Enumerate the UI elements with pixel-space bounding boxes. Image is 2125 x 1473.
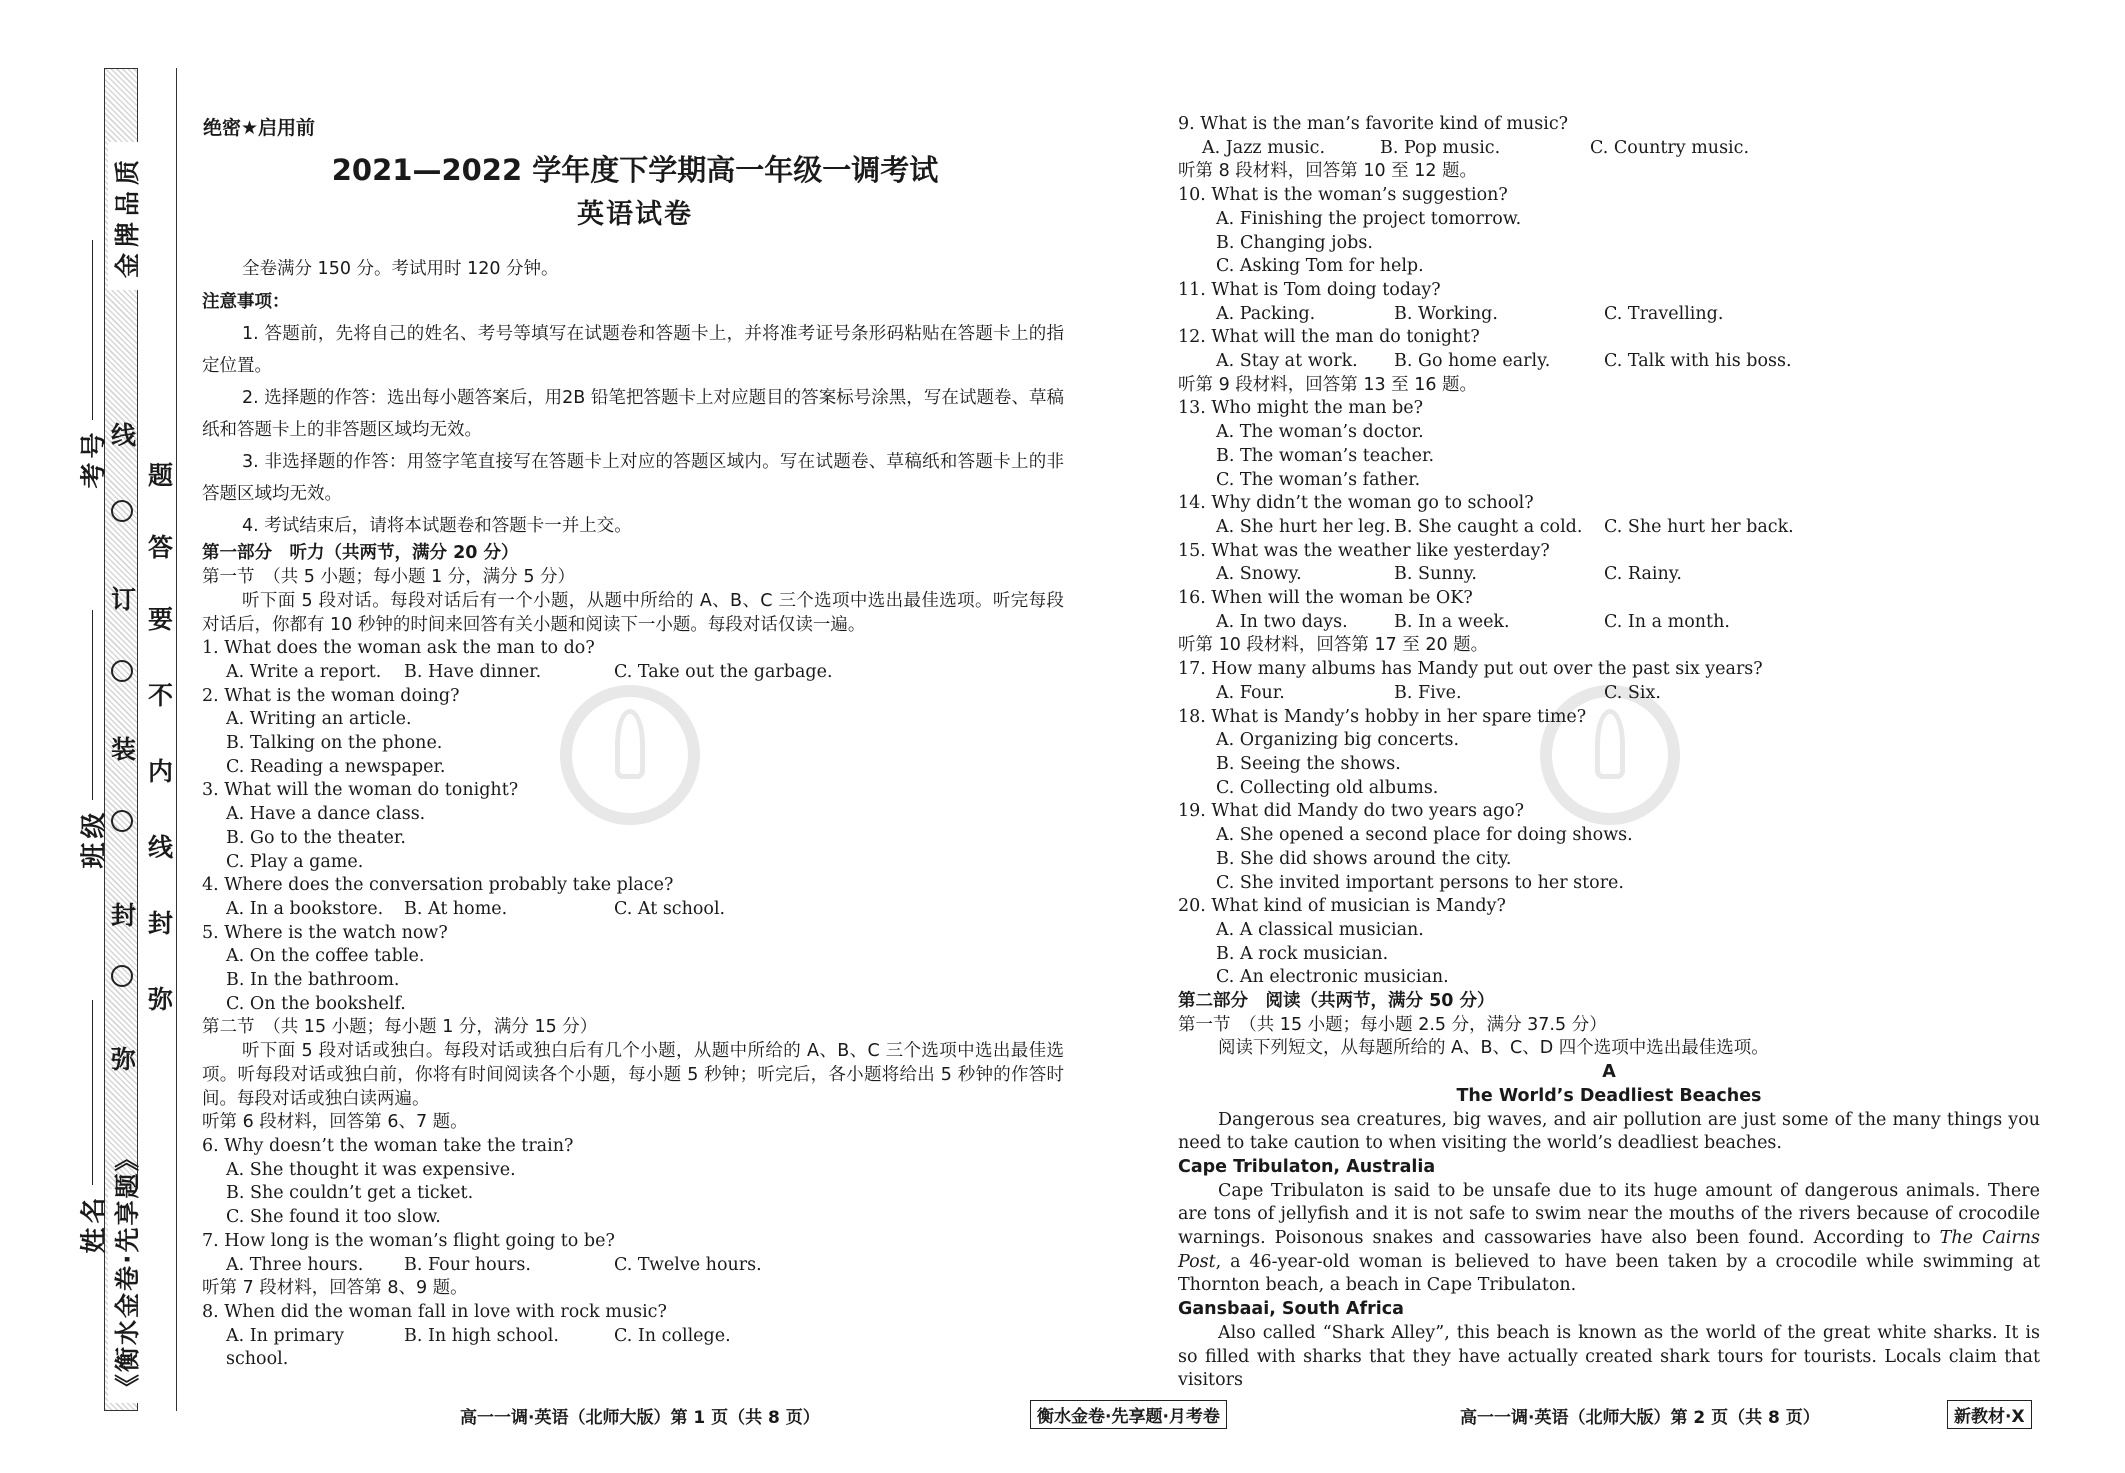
option[interactable]: C. In a month.: [1604, 611, 1730, 632]
option[interactable]: A. A classical musician.: [1216, 919, 1424, 940]
footer-brand-box: 衡水金卷·先享题·月考卷: [1030, 1400, 1227, 1429]
name-line[interactable]: [92, 1000, 93, 1185]
options-row: [202, 1254, 1064, 1278]
option[interactable]: B. Go to the theater.: [226, 827, 406, 848]
option[interactable]: B. Four hours.: [404, 1254, 531, 1275]
name-label: 姓名: [79, 1193, 110, 1254]
question: 4. Where does the conversation probably take place?: [202, 875, 674, 896]
option[interactable]: B. Five.: [1394, 682, 1462, 703]
option[interactable]: A. Finishing the project tomorrow.: [1216, 208, 1522, 229]
cut-char-4: 封: [111, 901, 137, 930]
question: 9. What is the man’s favorite kind of music?: [1178, 114, 1568, 134]
footer-page-left: 高一一调·英语（北师大版）第 1 页（共 8 页）: [460, 1408, 820, 1428]
circle-mark: [111, 965, 133, 987]
cut-line: [176, 68, 177, 1411]
reading-instructions: 阅读下列短文，从每题所给的 A、B、C、D 四个选项中选出最佳选项。: [1218, 1038, 1769, 1059]
passage-letter: A: [1602, 1062, 1616, 1083]
question: 19. What did Mandy do two years ago?: [1178, 801, 1525, 822]
section1-heading: 第一节 （共 5 小题；每小题 1 分，满分 5 分）: [202, 567, 576, 588]
option[interactable]: C. Play a game.: [226, 851, 364, 872]
options-row: [1178, 563, 2040, 587]
circle-mark: [111, 810, 133, 832]
passage-paragraph: Also called “Shark Alley”, this beach is known as the world of the great white sharks. It is so filled with sharks that they have actually created shark tours for tourists. Locals claim that visitors: [1178, 1322, 2040, 1391]
question: 5. Where is the watch now?: [202, 922, 448, 943]
options-row: [202, 898, 1064, 922]
options-row: [1178, 137, 2040, 161]
note-item: 1. 答题前，先将自己的姓名、考号等填写在试题卷和答题卡上，并将准考证号条形码粘贴在答题卡上的指定位置。: [202, 324, 1064, 377]
option[interactable]: A. Writing an article.: [226, 709, 412, 730]
option[interactable]: A. In two days.: [1216, 611, 1348, 632]
note-char: 题: [148, 461, 174, 490]
footer-page-right: 高一一调·英语（北师大版）第 2 页（共 8 页）: [1460, 1408, 1820, 1428]
option[interactable]: A. She opened a second place for doing shows.: [1216, 825, 1633, 846]
question: 10. What is the woman’s suggestion?: [1178, 185, 1508, 206]
left-column: [202, 258, 1064, 1372]
circle-mark: [111, 660, 133, 682]
note-item: 2. 选择题的作答：选出每小题答案后，用2B 铅笔把答题卡上对应题目的答案标号涂黑，写在试题卷、草稿纸和答题卡上的非答题区域均无效。: [202, 388, 1064, 441]
question: 18. What is Mandy’s hobby in her spare time?: [1178, 706, 1587, 727]
exam-number-label: 考号: [79, 428, 110, 489]
passage-text: , a 46-year-old woman is believed to have been taken by a crocodile while swimming at Thornton beach, a beach in Cape Tribulaton.: [1178, 1251, 2040, 1296]
option[interactable]: B. Talking on the phone.: [226, 733, 443, 754]
note-item: 4. 考试结束后，请将本试题卷和答题卡一并上交。: [242, 516, 632, 537]
option[interactable]: A. She hurt her leg.: [1216, 516, 1391, 537]
source-title: The Cairns Post: [1178, 1228, 2040, 1272]
option[interactable]: A. Four.: [1216, 682, 1285, 703]
option[interactable]: B. She caught a cold.: [1394, 516, 1583, 537]
option[interactable]: B. Pop music.: [1380, 137, 1501, 158]
question: 13. Who might the man be?: [1178, 398, 1424, 419]
option[interactable]: C. She hurt her back.: [1604, 516, 1794, 537]
option[interactable]: C. She invited important persons to her store.: [1216, 872, 1624, 893]
option[interactable]: B. Seeing the shows.: [1216, 753, 1401, 774]
option[interactable]: A. Organizing big concerts.: [1216, 730, 1460, 751]
passage-subheading: Gansbaai, South Africa: [1178, 1299, 1404, 1320]
option[interactable]: A. Packing.: [1216, 303, 1316, 324]
option[interactable]: C. Asking Tom for help.: [1216, 256, 1424, 277]
class-line[interactable]: [92, 610, 93, 800]
section1-instructions: 听下面 5 段对话。每段对话后有一个小题，从题中所给的 A、B、C 三个选项中选出最佳选项。听完每段对话后，你都有 10 秒钟的时间来回答有关小题和阅读下一小题。每段对话仅读一遍。: [202, 590, 1064, 635]
note-item: 3. 非选择题的作答：用签字笔直接写在答题卡上对应的答题区域内。写在试题卷、草稿纸和答题卡上的非答题区域均无效。: [202, 452, 1064, 505]
option[interactable]: B. The woman’s teacher.: [1216, 445, 1435, 466]
question: 6. Why doesn’t the woman take the train?: [202, 1135, 574, 1156]
option[interactable]: A. On the coffee table.: [226, 946, 425, 967]
options-row: [1178, 350, 2040, 374]
note-char: 弥: [148, 985, 174, 1014]
question: 2. What is the woman doing?: [202, 685, 460, 706]
option[interactable]: A. Stay at work.: [1216, 351, 1358, 372]
material-heading: 听第 9 段材料，回答第 13 至 16 题。: [1178, 374, 1478, 395]
exam-title: 2021—2022 学年度下学期高一年级一调考试: [331, 153, 939, 187]
options-row: [1178, 611, 2040, 635]
question: 11. What is Tom doing today?: [1178, 279, 1441, 300]
question: 8. When did the woman fall in love with rock music?: [202, 1301, 667, 1322]
note-char: 内: [148, 757, 174, 786]
option[interactable]: C. The woman’s father.: [1216, 469, 1421, 490]
material-heading: 听第 8 段材料，回答第 10 至 12 题。: [1178, 161, 1478, 182]
options-row: [1178, 516, 2040, 540]
question: 20. What kind of musician is Mandy?: [1178, 896, 1506, 917]
question: 15. What was the weather like yesterday?: [1178, 540, 1550, 561]
option[interactable]: A. Jazz music.: [1202, 137, 1326, 158]
option[interactable]: C. Country music.: [1590, 137, 1750, 158]
option[interactable]: B. Have dinner.: [404, 661, 542, 682]
option[interactable]: C. Rainy.: [1604, 564, 1682, 585]
option[interactable]: A. In primary school.: [226, 1325, 344, 1370]
exam-info: 全卷满分 150 分。考试用时 120 分钟。: [242, 259, 559, 279]
material-heading: 听第 10 段材料，回答第 17 至 20 题。: [1178, 635, 1489, 656]
part1-heading: 第一部分 听力（共两节，满分 20 分）: [202, 543, 519, 564]
option[interactable]: B. In a week.: [1394, 611, 1510, 632]
passage-paragraph: Dangerous sea creatures, big waves, and air pollution are just some of the many things you need to take caution to when visiting the world’s deadliest beaches.: [1178, 1109, 2040, 1154]
option[interactable]: B. Sunny.: [1394, 564, 1477, 585]
option[interactable]: A. Have a dance class.: [226, 804, 426, 825]
options-row: [1178, 303, 2040, 327]
passage-subheading: Cape Tribulaton, Australia: [1178, 1156, 1436, 1177]
option[interactable]: A. The woman’s doctor.: [1216, 422, 1424, 443]
option[interactable]: A. She thought it was expensive.: [226, 1159, 516, 1180]
option[interactable]: C. Collecting old albums.: [1216, 777, 1439, 798]
cut-char-3: 装: [111, 735, 137, 764]
option[interactable]: B. She couldn’t get a ticket.: [226, 1183, 474, 1204]
note-char: 答: [148, 533, 174, 562]
material-heading: 听第 7 段材料，回答第 8、9 题。: [202, 1278, 468, 1299]
passage-title: The World’s Deadliest Beaches: [1456, 1085, 1762, 1106]
options-row: [1178, 682, 2040, 706]
class-label: 班级: [79, 808, 110, 869]
note-char: 不: [148, 681, 174, 710]
question: 1. What does the woman ask the man to do?: [202, 638, 595, 659]
strip-bottom-label: 《衡水金卷·先享题》: [108, 1189, 144, 1403]
note-char: 封: [148, 909, 174, 938]
option[interactable]: C. On the bookshelf.: [226, 993, 406, 1014]
reading-section1-heading: 第一节 （共 15 小题；每小题 2.5 分，满分 37.5 分）: [1178, 1014, 1607, 1035]
option[interactable]: C. She found it too slow.: [226, 1207, 441, 1228]
note-char: 要: [148, 605, 174, 634]
question: 14. Why didn’t the woman go to school?: [1178, 493, 1534, 514]
passage-paragraph: [1178, 1180, 2040, 1299]
options-row: [202, 1325, 1064, 1372]
option[interactable]: B. Changing jobs.: [1216, 232, 1373, 253]
question: 16. When will the woman be OK?: [1178, 588, 1473, 609]
option[interactable]: B. Working.: [1394, 303, 1498, 324]
section2-heading: 第二节 （共 15 小题；每小题 1 分，满分 15 分）: [202, 1017, 598, 1038]
passage-text: Cape Tribulaton is said to be unsafe due to its huge amount of dangerous animals. There are tons of jellyfish and it is not safe to swim near the mouths of the rivers because of crocodile warnings. Poisonous snakes and cassowaries have also been found. According to: [1178, 1180, 2040, 1249]
option[interactable]: C. Travelling.: [1604, 303, 1724, 324]
option[interactable]: C. An electronic musician.: [1216, 967, 1449, 988]
option[interactable]: C. Talk with his boss.: [1604, 351, 1792, 372]
right-column: [1178, 113, 2040, 1393]
option[interactable]: C. Six.: [1604, 682, 1661, 703]
option[interactable]: B. She did shows around the city.: [1216, 848, 1512, 869]
option[interactable]: A. In a bookstore.: [226, 898, 384, 919]
option[interactable]: C. Twelve hours.: [614, 1254, 762, 1275]
question: 17. How many albums has Mandy put out over the past six years?: [1178, 659, 1763, 680]
part2-heading: 第二部分 阅读（共两节，满分 50 分）: [1178, 991, 1495, 1012]
exam-subtitle: 英语试卷: [577, 199, 693, 230]
footer-edition-box: 新教材·X: [1947, 1400, 2032, 1429]
cut-char-1: 线: [111, 421, 137, 450]
section2-instructions: 听下面 5 段对话或独白。每段对话或独白后有几个小题，从题中所给的 A、B、C 三个选项中选出最佳选项。听每段对话或独白前，你将有时间阅读各个小题，每小题 5 秒钟；听完后，各小题将给出 5 秒钟的作答时间。每段对话或独白读两遍。: [202, 1041, 1064, 1109]
question: 7. How long is the woman’s flight going to be?: [202, 1230, 615, 1251]
option[interactable]: B. A rock musician.: [1216, 943, 1389, 964]
option[interactable]: A. Three hours.: [226, 1254, 364, 1275]
notes-title: 注意事项：: [202, 291, 290, 312]
options-row: [202, 661, 1064, 685]
option[interactable]: B. Go home early.: [1394, 351, 1551, 372]
option[interactable]: C. At school.: [614, 898, 726, 919]
material-heading: 听第 6 段材料，回答第 6、7 题。: [202, 1112, 468, 1133]
circle-mark: [111, 500, 133, 522]
question: 12. What will the man do tonight?: [1178, 327, 1480, 348]
exam-number-line[interactable]: [92, 240, 93, 420]
option[interactable]: C. Reading a newspaper.: [226, 756, 446, 777]
option[interactable]: B. In high school.: [404, 1325, 559, 1346]
option[interactable]: A. Write a report.: [226, 661, 382, 682]
option[interactable]: C. Take out the garbage.: [614, 661, 833, 682]
note-char: 线: [148, 833, 174, 862]
option[interactable]: B. In the bathroom.: [226, 970, 400, 991]
question: 3. What will the woman do tonight?: [202, 780, 519, 801]
strip-top-label: 金牌品质: [108, 142, 144, 290]
option[interactable]: B. At home.: [404, 898, 508, 919]
option[interactable]: A. Snowy.: [1216, 564, 1302, 585]
cut-char-5: 弥: [111, 1045, 137, 1074]
cut-char-2: 订: [111, 585, 137, 614]
option[interactable]: C. In college.: [614, 1325, 731, 1346]
confidential-mark: 绝密★启用前: [203, 117, 316, 139]
